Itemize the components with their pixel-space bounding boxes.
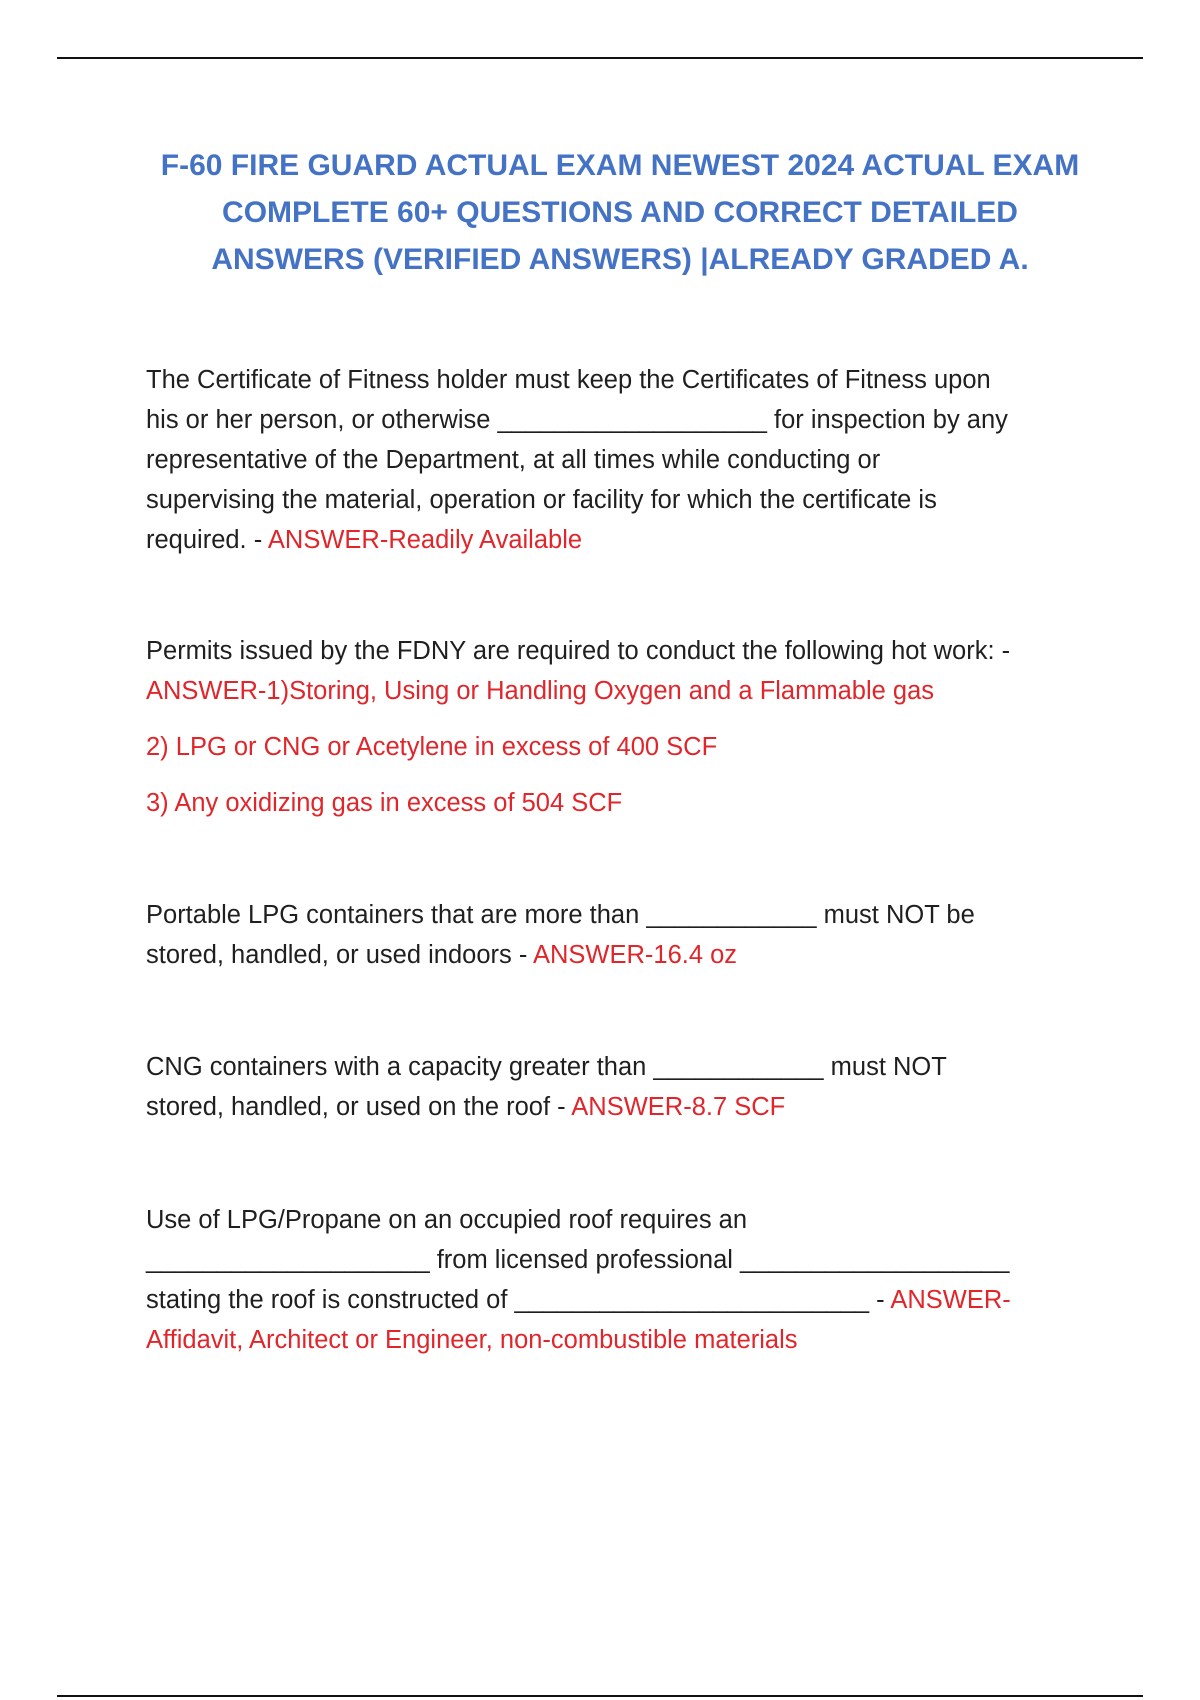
question-text: required. - bbox=[146, 526, 268, 554]
question-text-line: supervising the material, operation or facility for which the certificate is bbox=[146, 486, 937, 514]
question-2 bbox=[146, 631, 1086, 823]
question-text-line: ____________________ from licensed professional ___________________ bbox=[146, 1246, 1010, 1274]
title-line: F-60 FIRE GUARD ACTUAL EXAM NEWEST 2024 ACTUAL EXAM bbox=[160, 149, 1080, 182]
question-text-line: Permits issued by the FDNY are required to conduct the following hot work: - bbox=[146, 637, 1011, 665]
answer-item: 2) LPG or CNG or Acetylene in excess of 400 SCF bbox=[146, 733, 718, 761]
question-text-line bbox=[146, 1087, 1086, 1127]
answer-text: Affidavit, Architect or Engineer, non-combustible materials bbox=[146, 1326, 798, 1354]
title-line: COMPLETE 60+ QUESTIONS AND CORRECT DETAILED bbox=[222, 196, 1018, 229]
question-text-line: Portable LPG containers that are more than ____________ must NOT be bbox=[146, 901, 975, 929]
question-text-line bbox=[146, 520, 1086, 560]
answer-text: ANSWER-1)Storing, Using or Handling Oxygen and a Flammable gas bbox=[146, 677, 935, 705]
question-text: stored, handled, or used indoors - bbox=[146, 941, 533, 969]
question-5 bbox=[146, 1200, 1086, 1360]
question-4 bbox=[146, 1047, 1086, 1127]
question-text: stored, handled, or used on the roof - bbox=[146, 1093, 572, 1121]
question-text-line: his or her person, or otherwise ___________________ for inspection by any bbox=[146, 406, 1008, 434]
question-text: stating the roof is constructed of _________________________ - bbox=[146, 1286, 891, 1314]
question-text-line: CNG containers with a capacity greater than ____________ must NOT bbox=[146, 1053, 947, 1081]
question-text-line: Use of LPG/Propane on an occupied roof requires an bbox=[146, 1206, 748, 1234]
question-3 bbox=[146, 895, 1086, 975]
answer-text: ANSWER-Readily Available bbox=[267, 526, 583, 554]
question-text-line: The Certificate of Fitness holder must keep the Certificates of Fitness upon bbox=[146, 366, 991, 394]
answer-text: ANSWER- bbox=[890, 1286, 1011, 1314]
question-1 bbox=[146, 360, 1086, 560]
title-line: ANSWERS (VERIFIED ANSWERS) |ALREADY GRADED A. bbox=[211, 243, 1029, 276]
answer-item: 3) Any oxidizing gas in excess of 504 SCF bbox=[146, 789, 623, 817]
question-text-line bbox=[146, 935, 1086, 975]
question-text-line bbox=[146, 1280, 1086, 1320]
document-title bbox=[120, 142, 1120, 283]
bottom-rule bbox=[57, 1695, 1143, 1697]
top-rule bbox=[57, 57, 1143, 59]
answer-text: ANSWER-8.7 SCF bbox=[571, 1093, 786, 1121]
question-text-line: representative of the Department, at all times while conducting or bbox=[146, 446, 881, 474]
answer-text: ANSWER-16.4 oz bbox=[533, 941, 738, 969]
